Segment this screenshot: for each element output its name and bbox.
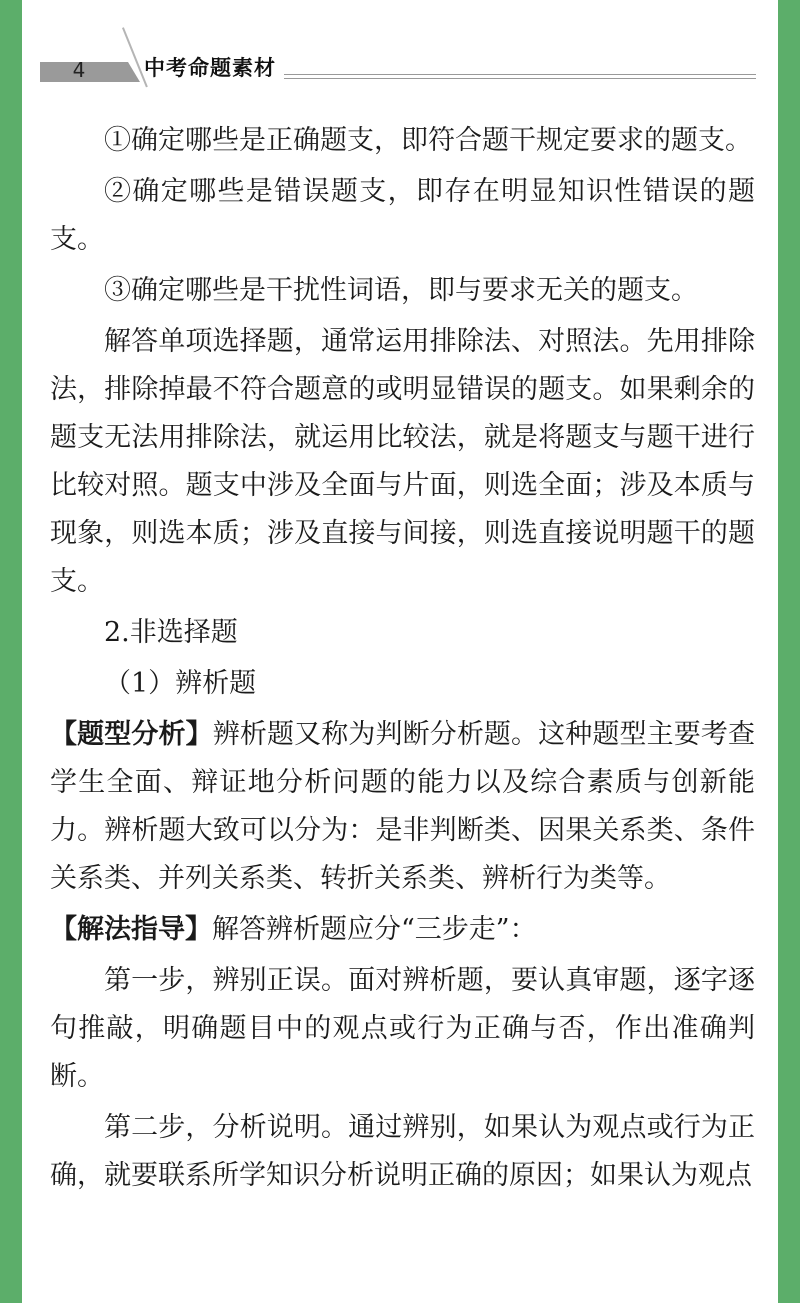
body-text [50,117,755,1200]
section-heading: 2.非选择题 [104,617,238,648]
page-number: 4 [72,58,86,82]
paragraph: 第二步，分析说明。通过辨别，如果认为观点或行为正确，就要联系所学知识分析说明正确的原因；如果认为观点 [50,1112,755,1191]
paragraph: ②确定哪些是错误题支，即存在明显知识性错误的题支。 [50,176,755,255]
label-tag: 【解法指导】 [50,914,212,945]
page-header [22,0,778,100]
paragraph-text: 解答辨析题应分“三步走”： [212,914,537,945]
running-title: 中考命题素材 [144,56,276,80]
header-rule [284,74,756,75]
paragraph [50,906,755,954]
paragraph: ①确定哪些是正确题支，即符合题干规定要求的题支。 [104,125,752,156]
paragraph: ③确定哪些是干扰性词语，即与要求无关的题支。 [104,275,698,306]
subsection-heading: （1）辨析题 [104,668,257,699]
paragraph-text: 辨析题又称为判断分析题。这种题型主要考查学生全面、辩证地分析问题的能力以及综合素质与创新能力。辨析题大致可以分为：是非判断类、因果关系类、条件关系类、并列关系类、转折关系类、辨析行为类等。 [50,719,756,894]
header-rule [284,78,756,79]
paragraph [50,711,755,903]
paragraph: 第一步，辨别正误。面对辨析题，要认真审题，逐字逐句推敲，明确题目中的观点或行为正确与否，作出准确判断。 [50,965,755,1092]
label-tag: 【题型分析】 [50,719,213,750]
book-page [22,0,778,1303]
paragraph: 解答单项选择题，通常运用排除法、对照法。先用排除法，排除掉最不符合题意的或明显错误的题支。如果剩余的题支无法用排除法，就运用比较法，就是将题支与题干进行比较对照。题支中涉及全面与片面，则选全面；涉及本质与现象，则选本质；涉及直接与间接，则选直接说明题干的题支。 [50,326,755,597]
